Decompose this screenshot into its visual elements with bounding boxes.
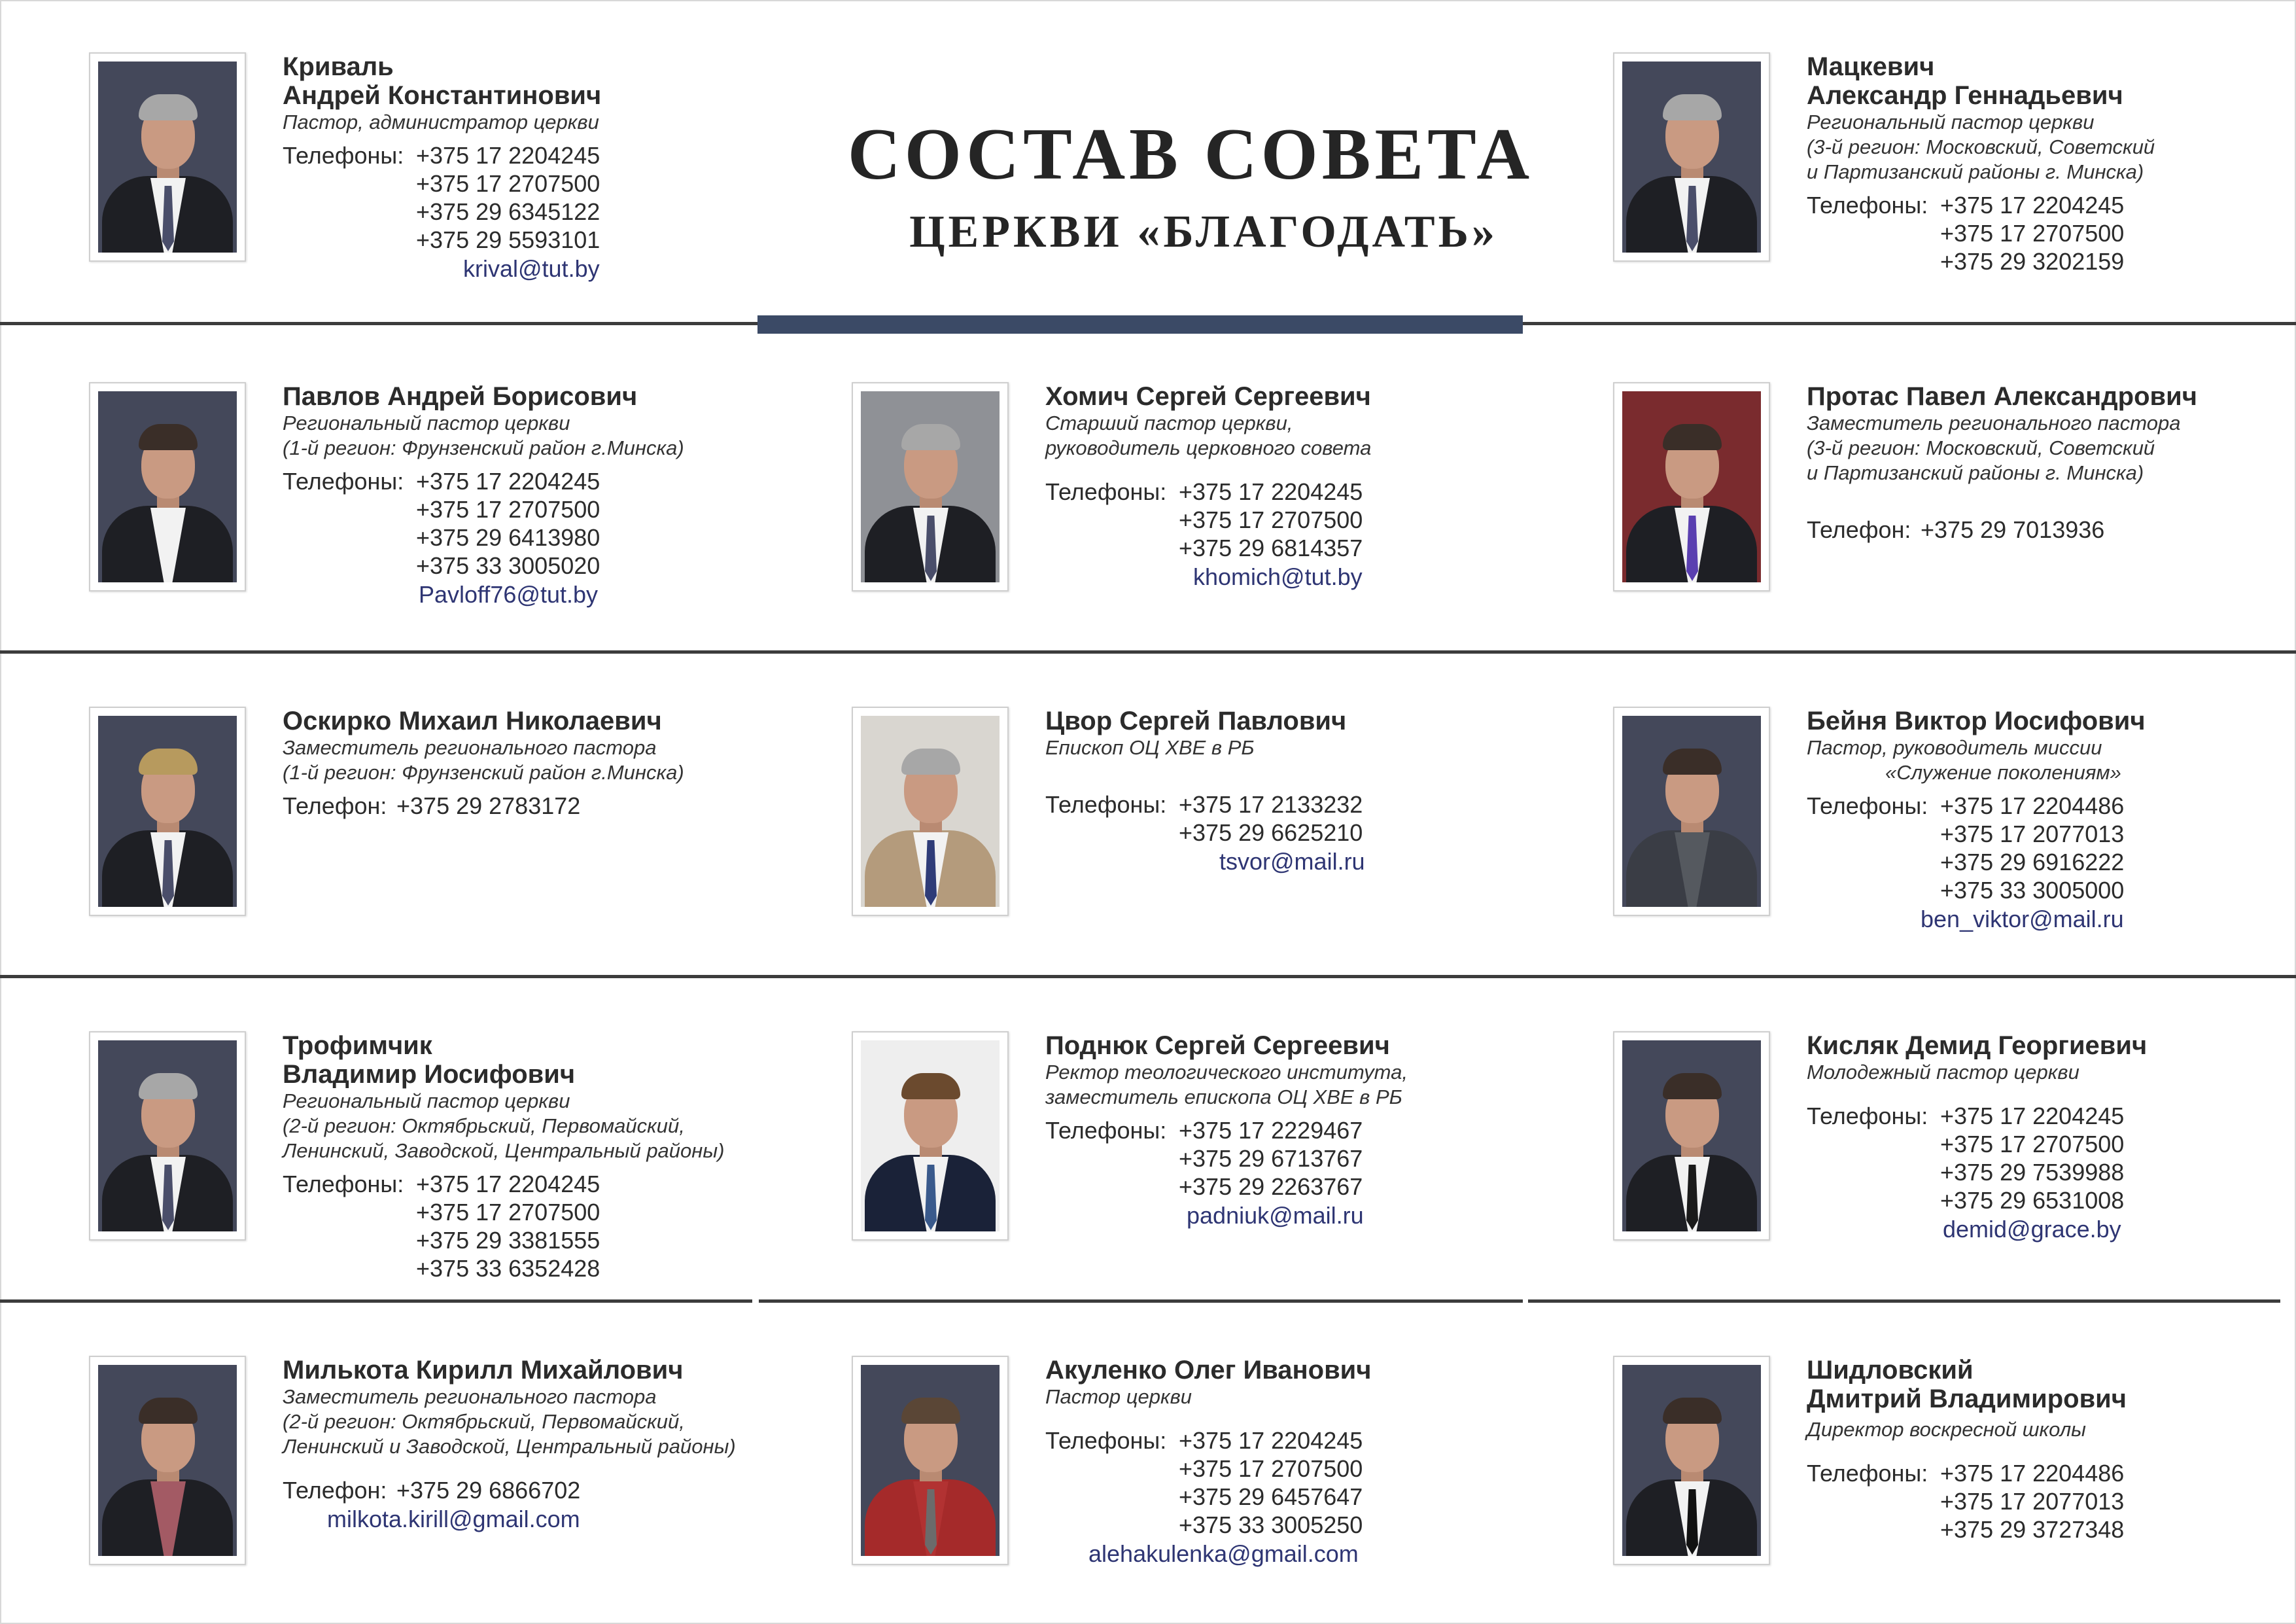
phone-number: +375 17 2204245	[416, 142, 600, 169]
member-photo	[1613, 382, 1770, 591]
phone-label: Телефоны:	[1807, 192, 1928, 219]
phone-number: +375 29 6531008	[1940, 1187, 2125, 1214]
phone-number: +375 17 2707500	[1179, 506, 1363, 533]
separator	[0, 1299, 752, 1303]
email-link[interactable]: khomich@tut.by	[1193, 563, 1363, 590]
phone-list	[1045, 1426, 1588, 1539]
member-name: Милькота Кирилл Михайлович	[283, 1356, 684, 1385]
member-role: Заместитель регионального пастора	[1807, 412, 2181, 434]
phone-list	[283, 1476, 826, 1504]
email-link[interactable]: tsvor@mail.ru	[1219, 848, 1365, 875]
member-card-beynya	[1613, 707, 2296, 942]
separator	[1523, 322, 2296, 325]
member-card-podnyuk	[852, 1031, 1591, 1267]
member-card-kislyak	[1613, 1031, 2296, 1267]
member-role: (3-й регион: Московский, Советский	[1807, 436, 2155, 459]
member-role: Региональный пастор церкви	[283, 1089, 570, 1112]
member-name: Оскирко Михаил Николаевич	[283, 707, 662, 735]
separator	[759, 1299, 1523, 1303]
member-role: Заместитель регионального пастора	[283, 736, 657, 759]
member-card-shidlovsky	[1613, 1356, 2296, 1591]
member-role: и Партизанский районы г. Минска)	[1807, 461, 2144, 484]
phone-list	[283, 792, 826, 820]
phone-list	[283, 1170, 826, 1282]
phone-number: +375 29 6916222	[1940, 849, 2125, 875]
separator	[0, 650, 2296, 654]
member-role: Заместитель регионального пастора	[283, 1385, 657, 1408]
title-subtitle: ЦЕРКВИ «БЛАГОДАТЬ»	[909, 207, 1498, 257]
member-card-trofimchik	[89, 1031, 828, 1282]
phone-number: +375 17 2204245	[416, 468, 600, 495]
phone-number: +375 17 2707500	[416, 170, 600, 197]
member-role: Региональный пастор церкви	[283, 412, 570, 434]
member-card-khomich	[852, 382, 1591, 618]
page-title	[752, 114, 1629, 257]
member-photo	[852, 382, 1009, 591]
phone-number: +375 17 2707500	[416, 496, 600, 523]
phone-number: +375 17 2707500	[1940, 1131, 2125, 1157]
phone-label: Телефон:	[1807, 516, 1911, 543]
member-name: Шидловский	[1807, 1356, 1974, 1385]
phone-number: +375 29 3381555	[416, 1227, 600, 1254]
phone-number: +375 29 5593101	[416, 226, 600, 253]
member-card-protas	[1613, 382, 2296, 618]
phone-number: +375 29 7013936	[1921, 516, 2105, 543]
phone-list	[1807, 1459, 2296, 1544]
title-main: СОСТАВ СОВЕТА	[847, 114, 1534, 195]
member-photo	[89, 52, 246, 262]
phone-list	[1045, 790, 1588, 847]
member-role: Ленинский и Заводской, Центральный районы)	[283, 1435, 736, 1458]
phone-label: Телефоны:	[1045, 478, 1167, 505]
member-photo	[852, 707, 1009, 916]
phone-number: +375 29 6866702	[396, 1477, 581, 1504]
phone-number: +375 17 2707500	[1940, 220, 2125, 247]
separator	[1528, 1299, 2280, 1303]
phone-list	[1807, 516, 2296, 544]
member-photo	[89, 1356, 246, 1565]
member-photo	[89, 382, 246, 591]
phone-number: +375 17 2077013	[1940, 1488, 2125, 1515]
member-photo	[1613, 707, 1770, 916]
member-role: Пастор церкви	[1045, 1385, 1192, 1408]
member-photo	[852, 1031, 1009, 1241]
phone-number: +375 29 2783172	[396, 792, 581, 819]
phone-label: Телефон:	[283, 1477, 387, 1504]
member-name: Павлов Андрей Борисович	[283, 382, 638, 411]
phone-list	[1045, 1116, 1588, 1201]
member-role: Пастор, администратор церкви	[283, 111, 599, 133]
phone-number: +375 29 3202159	[1940, 248, 2125, 275]
member-photo	[1613, 1031, 1770, 1241]
member-role: Директор воскресной школы	[1807, 1418, 2086, 1441]
member-name: Криваль	[283, 52, 394, 81]
separator	[0, 322, 757, 325]
member-name: Кисляк Демид Георгиевич	[1807, 1031, 2148, 1060]
phone-number: +375 29 6457647	[1179, 1483, 1363, 1510]
member-name: Трофимчик	[283, 1031, 432, 1060]
member-card-pavlov	[89, 382, 828, 618]
phone-number: +375 17 2204245	[1179, 1427, 1363, 1454]
member-name: Цвор Сергей Павлович	[1045, 707, 1347, 735]
phone-number: +375 33 3005000	[1940, 877, 2125, 904]
member-name-line2: Александр Геннадьевич	[1807, 81, 2123, 110]
phone-number: +375 29 7539988	[1940, 1159, 2125, 1186]
phone-label: Телефон:	[283, 792, 387, 819]
phone-number: +375 17 2204486	[1940, 792, 2125, 819]
separator	[0, 975, 2296, 978]
phone-number: +375 17 2133232	[1179, 791, 1363, 818]
email-link[interactable]: Pavloff76@tut.by	[419, 581, 599, 608]
phone-number: +375 17 2707500	[1179, 1455, 1363, 1482]
phone-number: +375 17 2229467	[1179, 1117, 1363, 1144]
phone-number: +375 29 6413980	[416, 524, 600, 551]
phone-list	[1807, 792, 2296, 904]
member-name: Акуленко Олег Иванович	[1045, 1356, 1372, 1385]
phone-label: Телефоны:	[1807, 1460, 1928, 1487]
phone-number: +375 33 3005020	[416, 552, 600, 579]
member-role: и Партизанский районы г. Минска)	[1807, 160, 2144, 183]
member-role: руководитель церковного совета	[1045, 436, 1372, 459]
member-role: (2-й регион: Октябрьский, Первомайский,	[283, 1114, 685, 1137]
phone-label: Телефоны:	[283, 1171, 404, 1197]
member-photo	[1613, 1356, 1770, 1565]
member-role: (1-й регион: Фрунзенский район г.Минска)	[283, 761, 684, 784]
phone-label: Телефоны:	[1045, 1427, 1167, 1454]
member-role: Региональный пастор церкви	[1807, 111, 2095, 133]
member-name-line2: Дмитрий Владимирович	[1807, 1385, 2127, 1413]
phone-number: +375 29 2263767	[1179, 1173, 1363, 1200]
phone-list	[283, 141, 826, 254]
phone-list	[1045, 478, 1588, 562]
phone-label: Телефоны:	[1045, 1117, 1167, 1144]
phone-number: +375 33 6352428	[416, 1255, 600, 1282]
member-photo	[89, 707, 246, 916]
member-name: Бейня Виктор Иосифович	[1807, 707, 2146, 735]
phone-label: Телефоны:	[1807, 792, 1928, 819]
phone-number: +375 29 6625210	[1179, 819, 1363, 846]
member-photo	[89, 1031, 246, 1241]
member-role: Старший пастор церкви,	[1045, 412, 1293, 434]
member-role: Ленинский, Заводской, Центральный районы)	[283, 1139, 725, 1162]
email-link[interactable]: padniuk@mail.ru	[1187, 1202, 1364, 1229]
member-name: Поднюк Сергей Сергеевич	[1045, 1031, 1390, 1060]
phone-label: Телефоны:	[283, 468, 404, 495]
phone-number: +375 29 6345122	[416, 198, 600, 225]
phone-number: +375 29 6814357	[1179, 535, 1363, 561]
phone-list	[1807, 191, 2296, 275]
member-name-line2: Андрей Константинович	[283, 81, 602, 110]
email-link[interactable]: demid@grace.by	[1943, 1216, 2121, 1243]
member-role: (3-й регион: Московский, Советский	[1807, 135, 2155, 158]
member-role: Ректор теологического института,	[1045, 1061, 1408, 1084]
phone-number: +375 17 2077013	[1940, 821, 2125, 847]
email-link[interactable]: milkota.kirill@gmail.com	[327, 1506, 580, 1532]
member-role: (1-й регион: Фрунзенский район г.Минска)	[283, 436, 684, 459]
phone-number: +375 17 2707500	[416, 1199, 600, 1226]
phone-number: +375 17 2204245	[1940, 1103, 2125, 1129]
phone-list	[283, 467, 826, 580]
member-role: (2-й регион: Октябрьский, Первомайский,	[283, 1410, 685, 1433]
member-role: «Служение поколениям»	[1885, 761, 2121, 784]
member-name-line2: Владимир Иосифович	[283, 1060, 576, 1089]
member-role: заместитель епископа ОЦ ХВЕ в РБ	[1045, 1086, 1402, 1108]
phone-number: +375 17 2204245	[1179, 478, 1363, 505]
member-card-oskirko	[89, 707, 828, 942]
phone-number: +375 33 3005250	[1179, 1511, 1363, 1538]
email-link[interactable]: alehakulenka@gmail.com	[1088, 1540, 1359, 1567]
phone-number: +375 29 3727348	[1940, 1516, 2125, 1543]
member-card-tsvor	[852, 707, 1591, 942]
member-role: Епископ ОЦ ХВЕ в РБ	[1045, 736, 1255, 759]
phone-label: Телефоны:	[1045, 791, 1167, 818]
member-card-krival	[89, 52, 828, 288]
phone-label: Телефоны:	[283, 142, 404, 169]
phone-number: +375 17 2204486	[1940, 1460, 2125, 1487]
member-name: Мацкевич	[1807, 52, 1935, 81]
phone-number: +375 17 2204245	[1940, 192, 2125, 219]
member-card-milkota	[89, 1356, 828, 1591]
email-link[interactable]: krival@tut.by	[463, 255, 600, 282]
title-underline	[757, 315, 1523, 334]
member-photo	[1613, 52, 1770, 262]
member-role: Молодежный пастор церкви	[1807, 1061, 2079, 1084]
phone-list	[1807, 1102, 2296, 1214]
member-photo	[852, 1356, 1009, 1565]
phone-number: +375 17 2204245	[416, 1171, 600, 1197]
member-name: Хомич Сергей Сергеевич	[1045, 382, 1371, 411]
phone-label: Телефоны:	[1807, 1103, 1928, 1129]
member-name: Протас Павел Александрович	[1807, 382, 2197, 411]
member-card-akulenko	[852, 1356, 1591, 1591]
member-role: Пастор, руководитель миссии	[1807, 736, 2102, 759]
phone-number: +375 29 6713767	[1179, 1145, 1363, 1172]
member-card-matskevich	[1613, 52, 2296, 288]
email-link[interactable]: ben_viktor@mail.ru	[1921, 906, 2124, 932]
